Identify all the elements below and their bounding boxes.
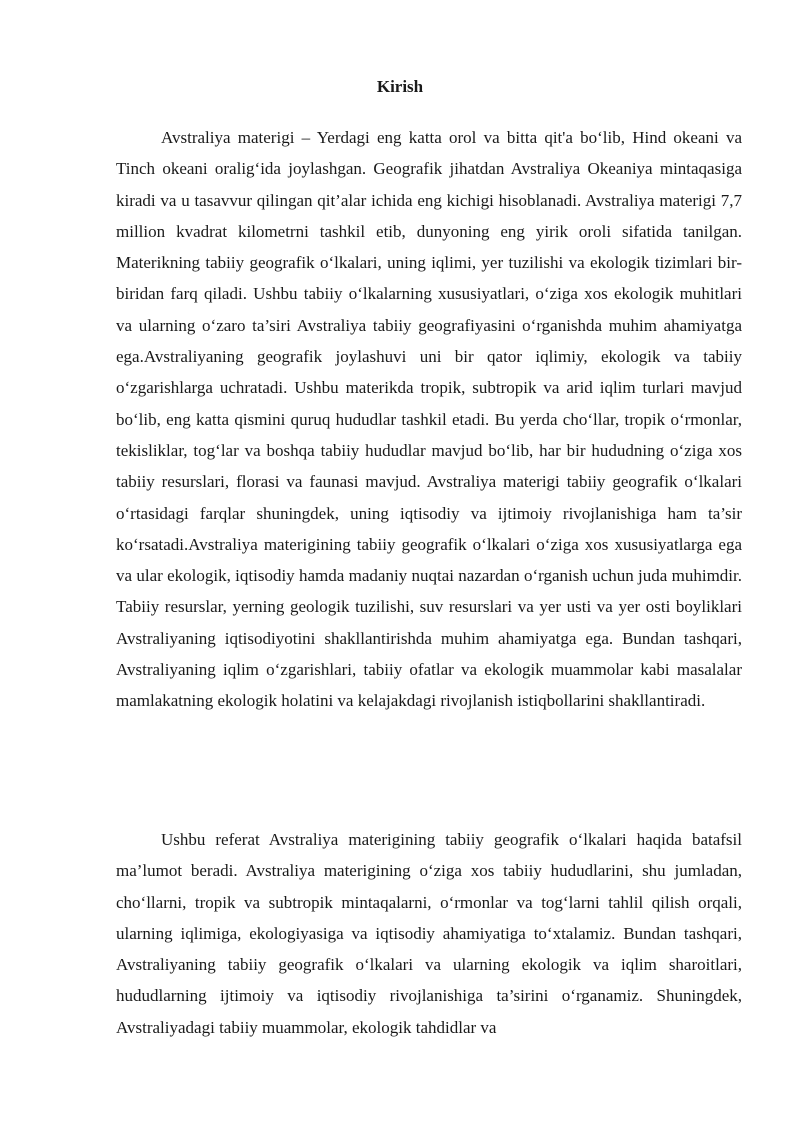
paragraph-intro [116, 122, 742, 717]
page-title: Kirish [376, 77, 424, 96]
paragraph-text: Ushbu referat Avstraliya materigining tabiiy geografik o‘lkalari haqida batafsil ma’lumot beradi. Avstraliya materigining o‘ziga xos tabiiy hududlarini, shu jumladan, cho‘llarni, tropik va subtropik mintaqalarni, o‘rmonlar va tog‘larni tahlil qilish orqali, ularning iqlimiga, ekologiyasiga va iqtisodiy ahamiyatiga to‘xtalamiz. Bundan tashqari, Avstraliyaning tabiiy geografik o‘lkalari va ularning ekologik va iqlim sharoitlari, hududlarning ijtimoiy va iqtisodiy rivojlanishiga ta’sirini o‘rganamiz. Shuningdek, Avstraliyadagi tabiiy muammolar, ekologik tahdidlar va [116, 830, 742, 1037]
paragraph-text: Avstraliya materigi – Yerdagi eng katta orol va bitta qit'a bo‘lib, Hind okeani va Tinch okeani oralig‘ida joylashgan. Geografik jihatdan Avstraliya Okeaniya mintaqasiga kiradi va u tasavvur qilingan qit’alar ichida eng kichigi hisoblanadi. Avstraliya materigi 7,7 million kvadrat kilometrni tashkil etib, dunyoning eng yirik oroli sifatida tanilgan. Materikning tabiiy geografik o‘lkalari, uning iqlimi, yer tuzilishi va ekologik tizimlari bir-biridan farq qiladi. Ushbu tabiiy o‘lkalarning xususiyatlari, o‘ziga xos ekologik muhitlari va ularning o‘zaro ta’siri Avstraliya tabiiy geografiyasini o‘rganishda muhim ahamiyatga ega.Avstraliyaning geografik joylashuvi uni bir qator iqlimiy, ekologik va tabiiy o‘zgarishlarga uchratadi. Ushbu materikda tropik, subtropik va arid iqlim turlari mavjud bo‘lib, eng katta qismini quruq hududlar tashkil etadi. Bu yerda cho‘llar, tropik o‘rmonlar, tekisliklar, tog‘lar va boshqa tabiiy hududlar mavjud bo‘lib, har bir hududning o‘ziga xos tabiiy resurslari, florasi va faunasi mavjud. Avstraliya materigi tabiiy geografik o‘lkalari o‘rtasidagi farqlar shuningdek, uning iqtisodiy va ijtimoiy rivojlanishiga ham ta’sir ko‘rsatadi.Avstraliya materigining tabiiy geografik o‘lkalari o‘ziga xos xususiyatlarga ega va ular ekologik, iqtisodiy hamda madaniy nuqtai nazardan o‘rganish uchun juda muhimdir. Tabiiy resurslar, yerning geologik tuzilishi, suv resurslari va yer usti va yer osti boyliklari Avstraliyaning iqtisodiyotini shakllantirishda muhim ahamiyatga ega. Bundan tashqari, Avstraliyaning iqlim o‘zgarishlari, tabiiy ofatlar va ekologik muammolar kabi masalalar mamlakatning ekologik holatini va kelajakdagi rivojlanish istiqbollarini shakllantiradi. [116, 128, 742, 711]
paragraph-overview [116, 824, 742, 1043]
